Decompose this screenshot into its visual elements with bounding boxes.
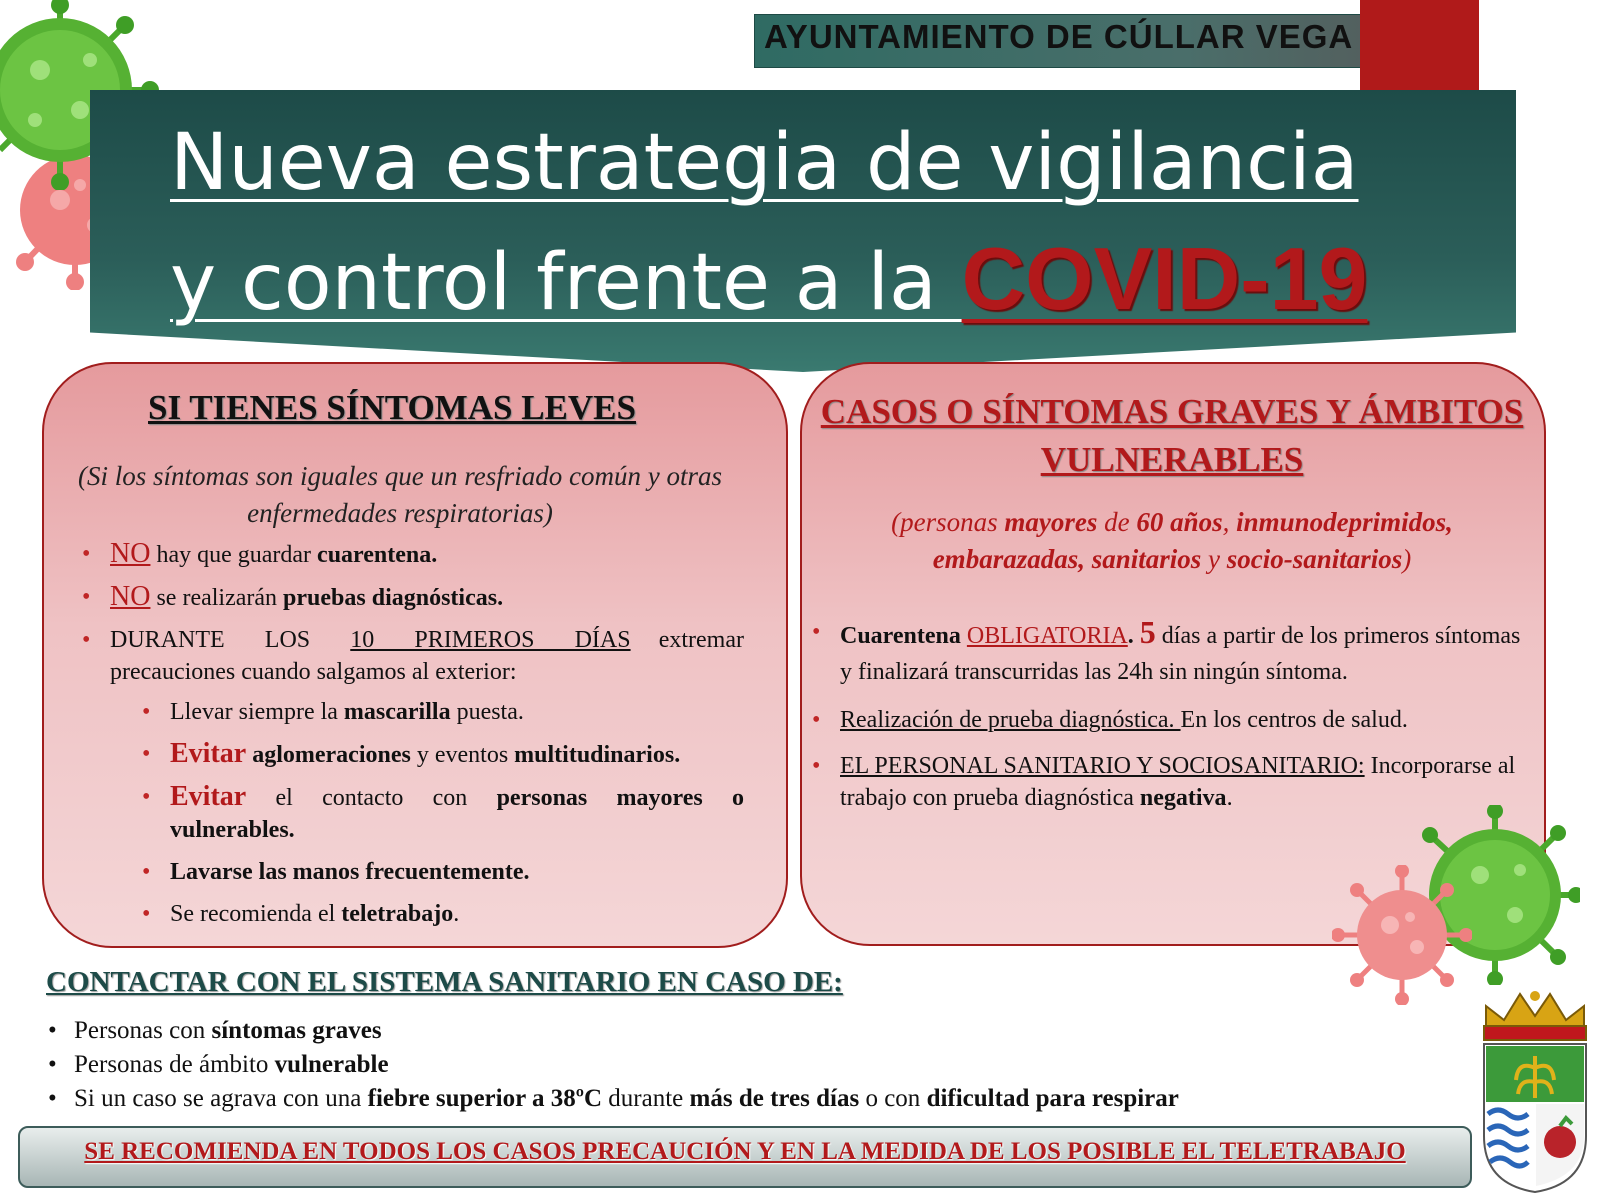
- mild-symptoms-subtitle: (Si los síntomas son iguales que un resfriado común y otras enfermedades respiratorias): [78, 461, 722, 528]
- contact-list: [44, 1014, 1404, 1116]
- list-item: • Llevar siempre la mascarilla puesta.: [138, 696, 744, 728]
- list-item: • Evitar aglomeraciones y eventos multitudinarios.: [138, 738, 744, 771]
- severe-cases-subtitle: (personas mayores de 60 años, inmunodeprimidos, embarazadas, sanitarios y socio-sanitarios): [891, 507, 1453, 574]
- list-item: • Personas con síntomas graves: [44, 1014, 1404, 1048]
- coat-of-arms-icon: [1476, 986, 1594, 1196]
- list-item: • DURANTE LOS 10 PRIMEROS DÍAS extremar precauciones cuando salgamos al exterior:: [78, 624, 744, 688]
- title-line-2-prefix: y control frente a la: [170, 238, 962, 328]
- title-line-2: [170, 228, 1367, 330]
- severe-cases-title: CASOS O SÍNTOMAS GRAVES Y ÁMBITOS VULNERABLES: [820, 392, 1524, 479]
- mild-symptoms-title: SI TIENES SÍNTOMAS LEVES: [148, 388, 636, 427]
- mild-symptoms-sublist: [138, 696, 744, 940]
- title-covid: COVID-19: [961, 229, 1368, 328]
- title-line-1: Nueva estrategia de vigilancia: [170, 118, 1359, 208]
- list-item: • Se recomienda el teletrabajo.: [138, 898, 744, 930]
- list-item: • EL PERSONAL SANITARIO Y SOCIOSANITARIO: Incorporarse al trabajo con prueba diagnóstica negativa.: [808, 750, 1528, 814]
- list-item: • NO hay que guardar cuarentena.: [78, 538, 744, 571]
- list-item: • Personas de ámbito vulnerable: [44, 1048, 1404, 1082]
- virus-pink-icon: [1332, 865, 1472, 1005]
- list-item: • Lavarse las manos frecuentemente.: [138, 856, 744, 888]
- list-item: • Cuarentena OBLIGATORIA. 5 días a partir de los primeros síntomas y finalizará transcurridas las 24h sin ningún síntoma.: [808, 614, 1528, 690]
- list-item: • Realización de prueba diagnóstica. En los centros de salud.: [808, 704, 1528, 736]
- mild-symptoms-list: [78, 538, 744, 698]
- list-item: • Si un caso se agrava con una fiebre superior a 38ºC durante más de tres días o con dificultad para respirar: [44, 1082, 1404, 1116]
- contact-title: CONTACTAR CON EL SISTEMA SANITARIO EN CASO DE:: [46, 966, 843, 998]
- org-name: AYUNTAMIENTO DE CÚLLAR VEGA: [764, 18, 1354, 55]
- severe-cases-list: [808, 614, 1528, 828]
- list-item: • Evitar el contacto con personas mayores o vulnerables.: [138, 781, 744, 846]
- list-item: • NO se realizarán pruebas diagnósticas.: [78, 581, 744, 614]
- footer-text: SE RECOMIENDA EN TODOS LOS CASOS PRECAUCIÓN Y EN LA MEDIDA DE LOS POSIBLE EL TELETRABAJO: [84, 1138, 1406, 1165]
